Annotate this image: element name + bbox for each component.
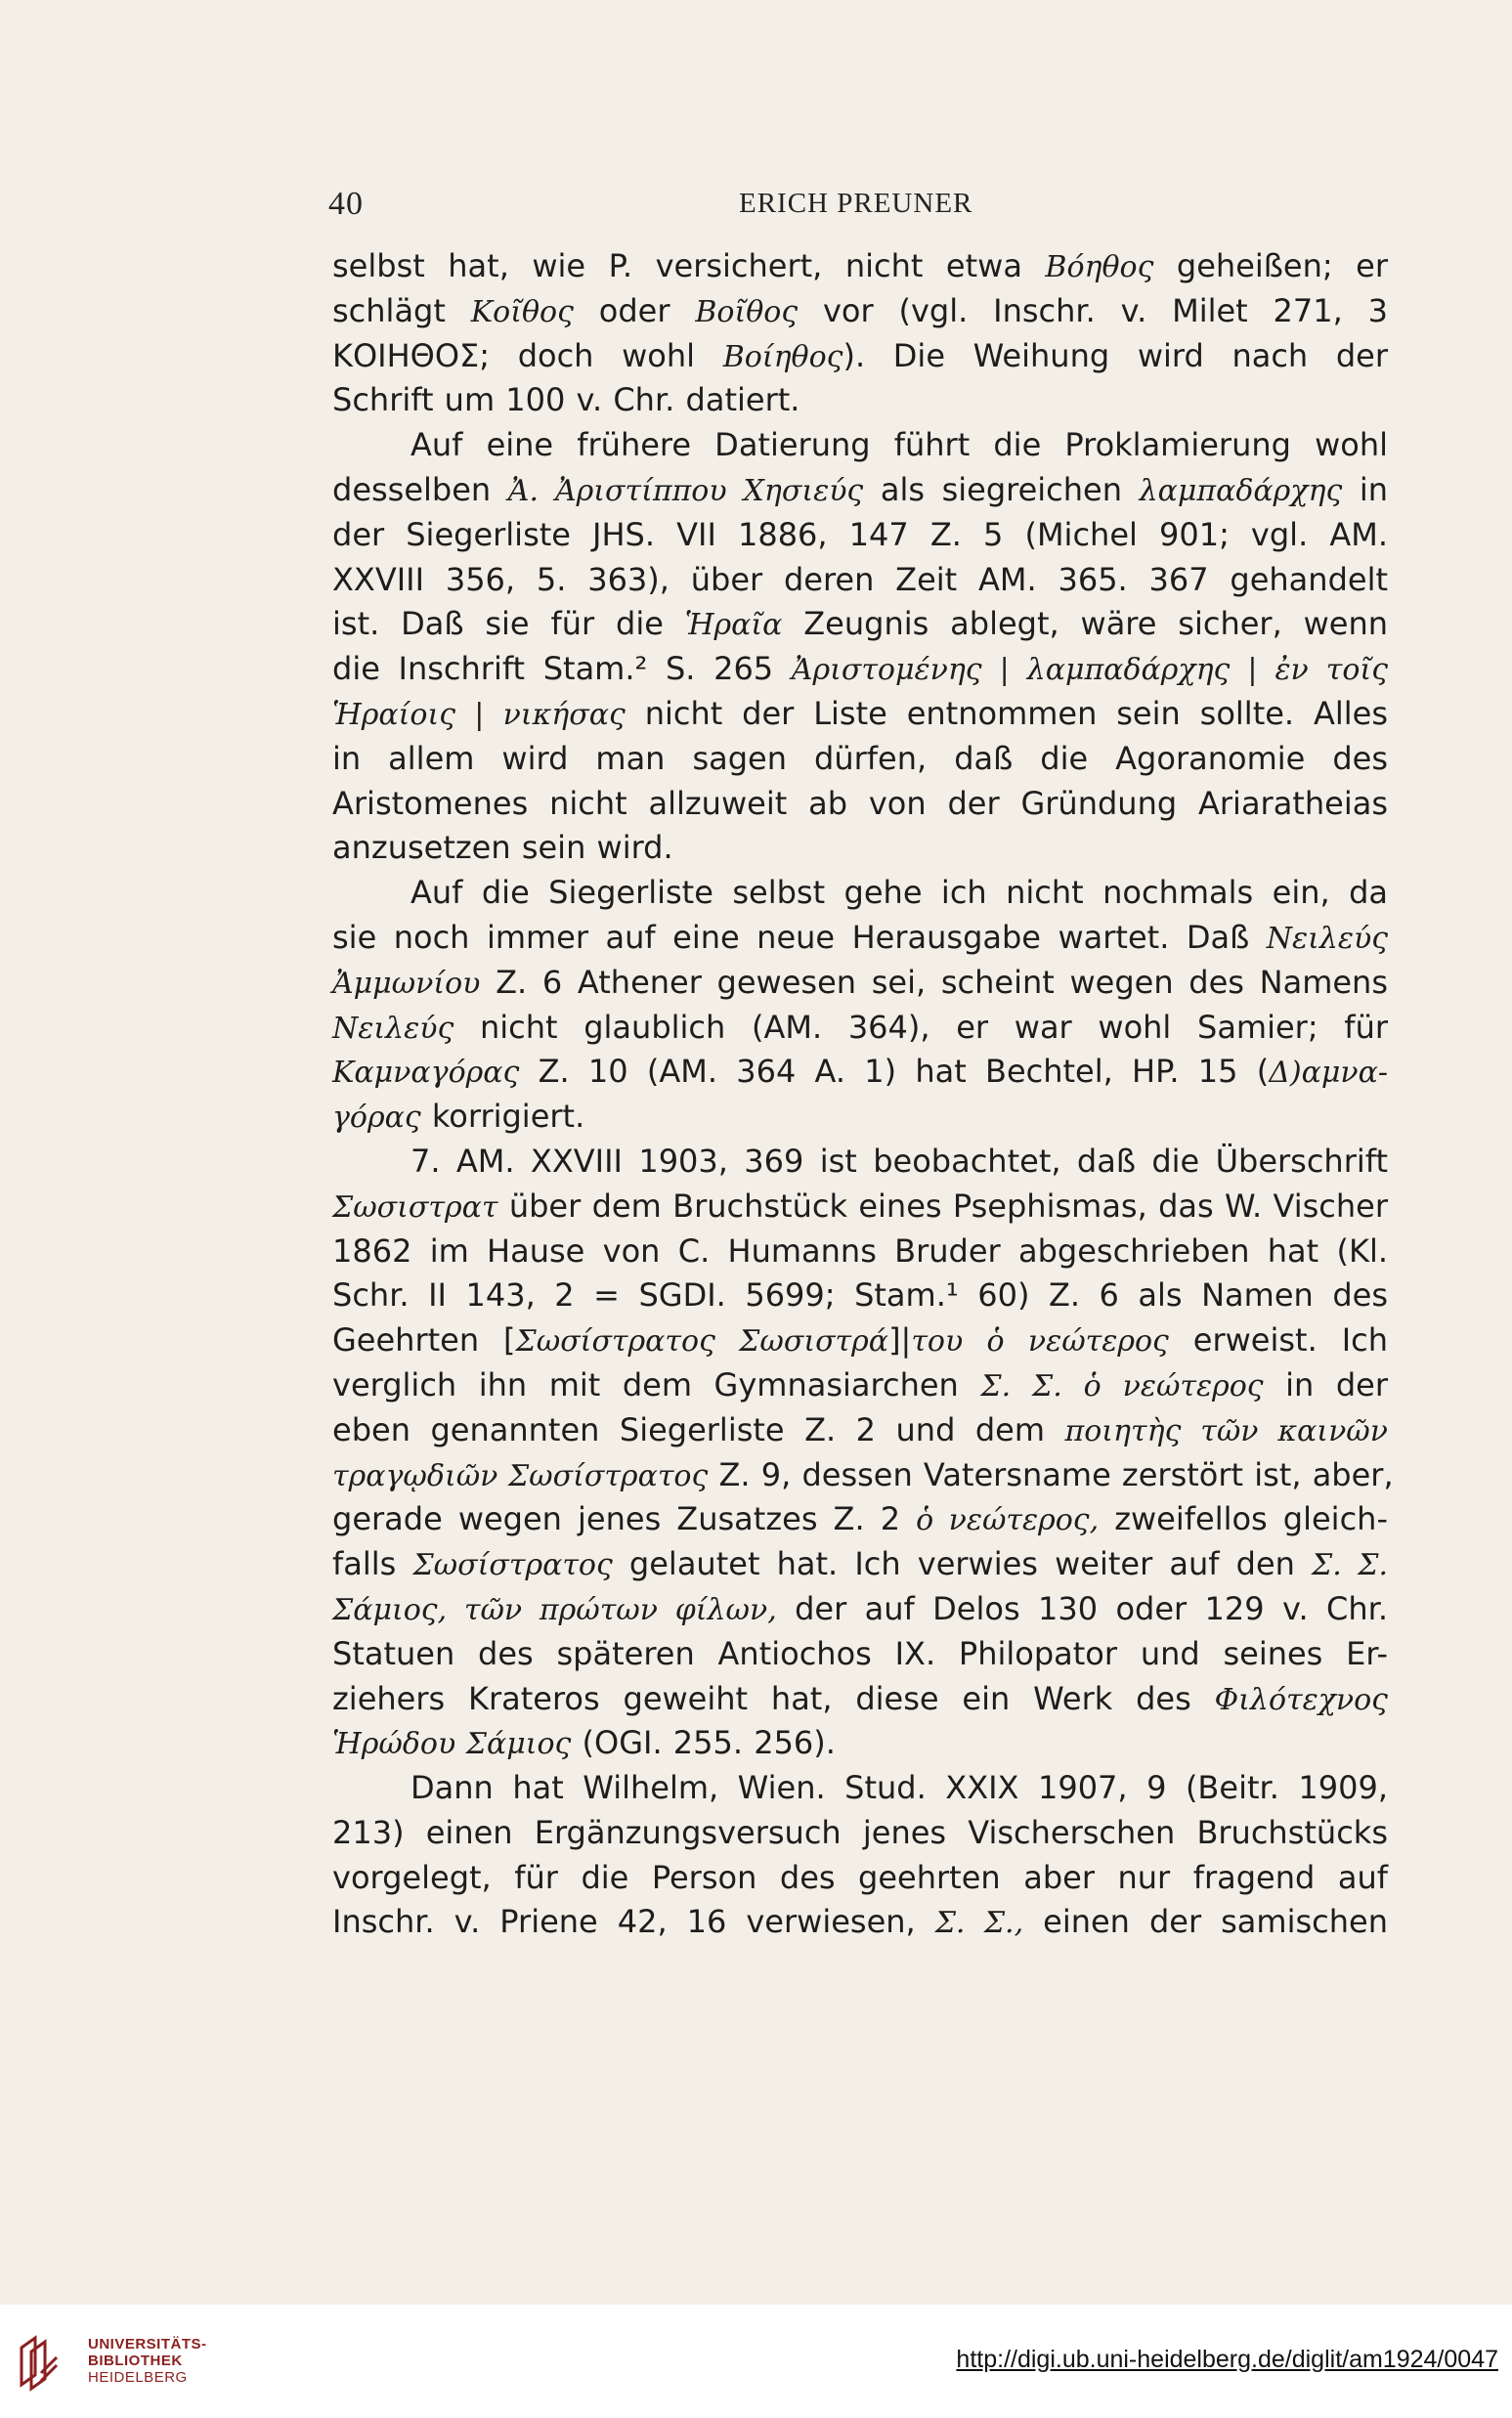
text-run: Statuen des späteren Antiochos IX. Philopator und seines Er-	[332, 1634, 1388, 1672]
text-line	[332, 692, 1388, 737]
text-run: ). Die Weihung wird nach der	[842, 336, 1389, 374]
text-line	[332, 1363, 1388, 1408]
text-line	[332, 1050, 1388, 1095]
text-run: Dann hat Wilhelm, Wien. Stud. XXIX 1907, 9 (Beitr. 1909,	[410, 1769, 1388, 1807]
text-run: desselben	[332, 470, 508, 508]
body-text	[332, 244, 1394, 1945]
library-name-line: BIBLIOTHEK	[88, 2353, 183, 2369]
text-run: vor (vgl. Inschr. v. Milet 271, 3	[798, 291, 1389, 329]
text-run: in allem wird man sagen dürfen, daß die Agoranomie des	[332, 739, 1388, 777]
running-head: ERICH PREUNER	[739, 188, 973, 219]
text-run: 213) einen Ergänzungsversuch jenes Vischerschen Bruchstücks	[332, 1813, 1388, 1851]
text-line	[332, 916, 1388, 961]
greek-term: Σ. Σ.,	[934, 1906, 1024, 1941]
greek-term: του ὁ νεώτερος	[911, 1324, 1169, 1360]
text-run: in der	[1263, 1365, 1389, 1403]
greek-term: Σωσίστρατος	[412, 1548, 613, 1583]
library-name-line: HEIDELBERG	[88, 2369, 188, 2386]
text-run: anzusetzen sein wird.	[332, 829, 673, 867]
paragraph-first-line	[332, 871, 1388, 916]
text-line	[332, 1274, 1388, 1318]
text-line	[332, 1856, 1388, 1901]
university-library-logo-icon	[14, 2330, 76, 2393]
text-run: erweist. Ich	[1168, 1321, 1388, 1360]
text-line	[332, 1900, 1388, 1945]
text-line	[332, 468, 1388, 513]
text-run: der auf Delos 130 oder 129 v. Chr.	[776, 1589, 1388, 1627]
text-run: Z. 6 Athener gewesen sei, scheint wegen des Namens	[480, 963, 1388, 1001]
source-url-link[interactable]: http://digi.ub.uni-heidelberg.de/diglit/am1924/0047	[956, 2346, 1498, 2373]
text-line	[332, 1721, 1388, 1766]
text-line	[332, 737, 1388, 782]
text-line	[332, 1006, 1388, 1051]
greek-term: Κοῖθος	[470, 294, 574, 329]
text-run: falls	[332, 1545, 413, 1583]
text-run: Schr. II 143, 2 = SGDI. 5699; Stam.¹ 60) Z. 6 als Namen des	[332, 1276, 1388, 1315]
text-run: (OGI. 255. 256).	[571, 1724, 836, 1762]
text-run: oder	[573, 291, 696, 329]
text-run: ΚΟΙΗΘΟΣ; doch wohl	[332, 336, 723, 374]
text-line	[332, 1453, 1394, 1498]
greek-term: Βοίηθος	[722, 339, 843, 374]
greek-term: Ἡραῖα	[684, 608, 783, 643]
library-name	[88, 2336, 207, 2386]
text-line	[332, 782, 1388, 827]
text-run: ziehers Krateros geweiht hat, diese ein Werk des	[332, 1679, 1215, 1717]
text-run: einen der samischen	[1023, 1903, 1388, 1941]
greek-term: τραγῳδιῶν Σωσίστρατος	[332, 1458, 709, 1493]
text-run: Geehrten [	[332, 1321, 516, 1360]
text-run: die Inschrift Stam.² S. 265	[332, 650, 792, 688]
text-line	[332, 602, 1388, 647]
greek-term: Νειλεύς	[332, 1011, 454, 1046]
greek-term: ποιητὴς τῶν καινῶν	[1064, 1413, 1389, 1448]
text-run: selbst hat, wie P. versichert, nicht etwa	[332, 247, 1046, 284]
greek-term: Σ. Σ.	[1312, 1548, 1389, 1583]
text-line	[332, 1811, 1388, 1856]
text-run: Inschr. v. Priene 42, 16 verwiesen,	[332, 1903, 935, 1941]
paragraph-first-line	[332, 1766, 1388, 1811]
greek-term: Βόηθος	[1045, 250, 1154, 284]
greek-term: Φιλότεχνος	[1214, 1682, 1388, 1717]
text-line	[332, 647, 1388, 692]
greek-term: Βοῖθος	[695, 294, 799, 329]
text-run: nicht der Liste entnommen sein sollte. Alles	[625, 694, 1389, 732]
text-run: vorgelegt, für die Person des geehrten aber nur fragend auf	[332, 1858, 1388, 1896]
text-line	[332, 1318, 1388, 1363]
text-run: Z. 9, dessen Vatersname zerstört ist, aber,	[708, 1455, 1394, 1493]
greek-term: Ἡραίοις | νικήσας	[332, 697, 626, 732]
text-run: Zeugnis ablegt, wäre sicher, wenn	[782, 605, 1389, 643]
text-run: gelautet hat. Ich verwies weiter auf den	[612, 1545, 1313, 1583]
page-header	[328, 186, 1394, 233]
text-line	[332, 1095, 1388, 1140]
greek-term: Ἀριστομένης | λαμπαδάρχης | ἐν τοῖς	[791, 653, 1388, 688]
text-line	[332, 1677, 1388, 1722]
text-line	[332, 378, 1388, 423]
text-line	[332, 826, 1388, 871]
text-run: XXVIII 356, 5. 363), über deren Zeit AM. 365. 367 gehandelt	[332, 560, 1388, 598]
greek-term: Σωσιστρατ	[332, 1189, 498, 1225]
library-footer	[0, 2305, 1512, 2418]
text-line	[332, 244, 1388, 289]
text-run: ist. Daß sie für die	[332, 605, 685, 643]
text-run: Auf die Siegerliste selbst gehe ich nicht nochmals ein, da	[410, 874, 1388, 912]
text-line	[332, 1587, 1388, 1632]
text-line	[332, 961, 1388, 1006]
library-name-line: UNIVERSITÄTS-	[88, 2336, 207, 2353]
text-run: über dem Bruchstück eines Psephismas, das W. Vischer	[497, 1187, 1388, 1225]
text-run: ]|	[888, 1321, 912, 1360]
text-line	[332, 1542, 1388, 1587]
text-run: 1862 im Hause von C. Humanns Bruder abgeschrieben hat (Kl.	[332, 1231, 1388, 1270]
greek-term: Νειλεύς	[1266, 921, 1388, 956]
text-run: Aristomenes nicht allzuweit ab von der Gründung Ariaratheias	[332, 784, 1388, 822]
greek-term: Καμναγόρας	[332, 1056, 520, 1091]
text-line	[332, 1230, 1388, 1274]
text-line	[332, 558, 1388, 603]
greek-term: ὁ νεώτερος,	[916, 1503, 1100, 1538]
text-run: 7. AM. XXVIII 1903, 369 ist beobachtet, daß die Überschrift	[410, 1142, 1388, 1180]
greek-term: γόρας	[332, 1101, 421, 1136]
text-run: schlägt	[332, 291, 471, 329]
text-run: verglich ihn mit dem Gymnasiarchen	[332, 1365, 981, 1403]
paragraph-first-line	[332, 1140, 1388, 1185]
paragraph-first-line	[332, 423, 1388, 468]
text-run: sie noch immer auf eine neue Herausgabe wartet. Daß	[332, 918, 1267, 956]
text-run: der Siegerliste JHS. VII 1886, 147 Z. 5 (Michel 901; vgl. AM.	[332, 515, 1388, 553]
text-line	[332, 513, 1388, 558]
text-line	[332, 1185, 1388, 1230]
text-line	[332, 289, 1388, 334]
greek-term: Ἡρώδου Σάμιος	[332, 1727, 572, 1762]
greek-term: Σωσίστρατος Σωσιστρά	[515, 1324, 889, 1360]
text-line	[332, 1408, 1388, 1453]
text-run: Schrift um 100 v. Chr. datiert.	[332, 381, 800, 419]
text-run: nicht glaublich (AM. 364), er war wohl Samier; für	[454, 1008, 1388, 1046]
text-run: korrigiert.	[420, 1098, 585, 1136]
text-run: Auf eine frühere Datierung führt die Proklamierung wohl	[410, 426, 1388, 464]
text-run: gerade wegen jenes Zusatzes Z. 2	[332, 1500, 917, 1538]
text-line	[332, 334, 1388, 379]
text-run: eben genannten Siegerliste Z. 2 und dem	[332, 1410, 1065, 1448]
greek-term: Σάμιος, τῶν πρώτων φίλων,	[332, 1592, 777, 1627]
text-run: als siegreichen	[863, 470, 1140, 508]
text-run: zweifellos gleich-	[1099, 1500, 1388, 1538]
text-run: geheißen; er	[1153, 247, 1388, 284]
greek-term: Δ)αμνα-	[1269, 1056, 1388, 1091]
greek-term: Ἀ. Ἀριστίππου Χησιεύς	[507, 473, 864, 508]
page-number: 40	[328, 186, 364, 222]
greek-term: Σ. Σ. ὁ νεώτερος	[980, 1368, 1264, 1403]
text-run: Z. 10 (AM. 364 A. 1) hat Bechtel, HP. 15 (	[519, 1053, 1270, 1091]
text-line	[332, 1497, 1388, 1542]
greek-term: Ἀμμωνίου	[332, 966, 481, 1001]
greek-term: λαμπαδάρχης	[1139, 473, 1343, 508]
text-line	[332, 1632, 1388, 1677]
text-run: in	[1342, 470, 1389, 508]
